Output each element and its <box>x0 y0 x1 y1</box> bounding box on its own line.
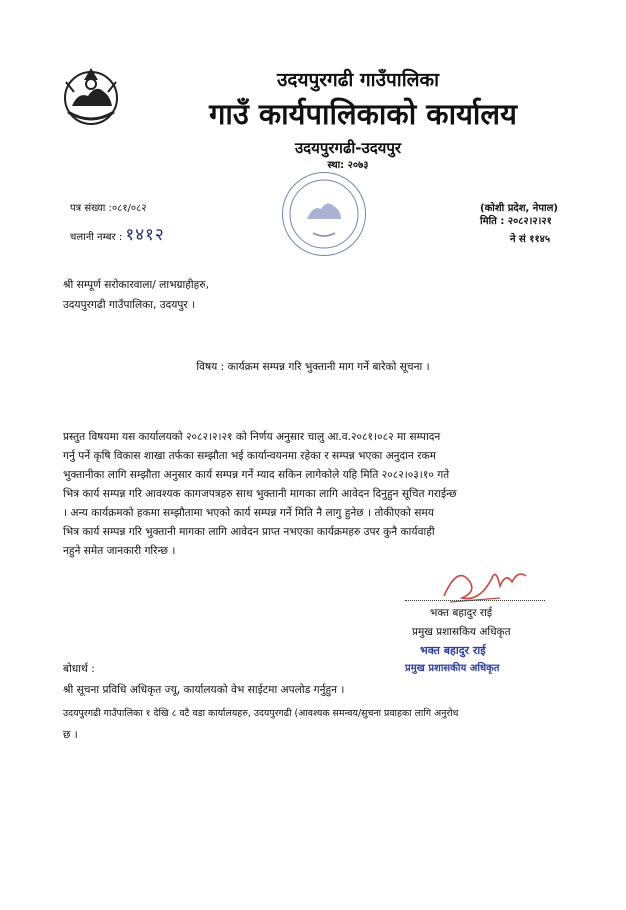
office-title: गाउँ कार्यपालिकाको कार्यालय <box>209 97 517 131</box>
letter-date: मिति : २०८२।२।२१ <box>480 216 552 227</box>
office-round-seal <box>282 172 366 256</box>
municipality-name: उदयपुरगढी गाउँपालिका <box>276 69 440 91</box>
nepal-sambat: ने सं ११४५ <box>510 234 551 245</box>
body-line: भित्र कार्य सम्पन्न गरि आवश्यक कागजपत्रहरु साथ भुक्तानी मागका लागि आवेदन दिनुहुन सूचित गराईन्छ <box>63 488 457 500</box>
body-line: नहुने समेत जानकारी गरिन्छ । <box>63 545 176 557</box>
recipient-line-2: उदयपुरगढी गाउँपालिका, उदयपुर । <box>63 299 196 311</box>
letter-number: पत्र संख्या :०८१/०८२ <box>70 203 147 214</box>
body-line: भुक्तानीका लागि सम्झौता अनुसार कार्य सम्पन्न गर्ने म्याद सकिन लागेकोले यहि मिति २०८२।०३।१० गते <box>63 469 450 481</box>
notice-body <box>63 428 567 561</box>
province-label: (कोशी प्रदेश, नेपाल) <box>480 203 558 214</box>
established-year: स्था: २०७३ <box>327 160 369 171</box>
cc-line-1: श्री सूचना प्रविधि अधिकृत ज्यू, कार्यालयको वेभ साईटमा अपलोड गर्नुहुन । <box>63 684 345 696</box>
signature-line <box>405 600 545 601</box>
recipient-line-1: श्री सम्पूर्ण सरोकारवाला/ लाभग्राहीहरु, <box>63 279 209 291</box>
cc-heading: बोधार्थ : <box>63 663 95 675</box>
seal-emblem-icon <box>283 173 365 255</box>
dispatch-number: चलानी नम्बर : १४१२ <box>70 225 165 245</box>
signatory-title: प्रमुख प्रशासकिय अधिकृत <box>412 626 511 638</box>
cc-line-3: छ । <box>63 729 78 741</box>
subject-line: विषय : कार्यक्रम सम्पन्न गरि भुक्तानी माग गर्ने बारेको सूचना । <box>196 361 430 373</box>
cc-line-2: उदयपुरगढी गाउँपालिका १ देखि ८ वटै वडा कार्यालयहरु, उदयपुरगढी (आवश्यक समन्वय/सुचना प्रवाहका लागि अनुरोध <box>63 708 459 719</box>
body-line: गर्नु पर्ने कृषि विकास शाखा तर्फका सम्झौता भई कार्यान्वयनमा रहेका र सम्पन्न भएका अनुदान रकम <box>63 450 436 462</box>
signatory-stamp-name: भक्त बहादुर राई <box>420 644 486 657</box>
signatory-stamp-title: प्रमुख प्रशासकीय अधिकृत <box>405 663 500 674</box>
body-line: प्रस्तुत विषयमा यस कार्यालयको २०८२।२।२१ को निर्णय अनुसार चालु आ.व.२०८१।०८२ मा सम्पादन <box>63 431 441 443</box>
body-line: । अन्य कार्यक्रमको हकमा सम्झौतामा भएको कार्य सम्पन्न गर्ने मिति नै लागु हुनेछ । तोकीएको समय <box>63 507 434 519</box>
body-line: भित्र कार्य सम्पन्न गरि भुक्तानी मागका लागि आवेदन प्राप्त नभएका कार्यक्रमहरु उपर कुनै कार्यवाही <box>63 526 435 538</box>
office-address: उदयपुरगढी-उदयपुर <box>294 139 402 157</box>
signatory-name: भक्त बहादुर राई <box>430 607 492 619</box>
